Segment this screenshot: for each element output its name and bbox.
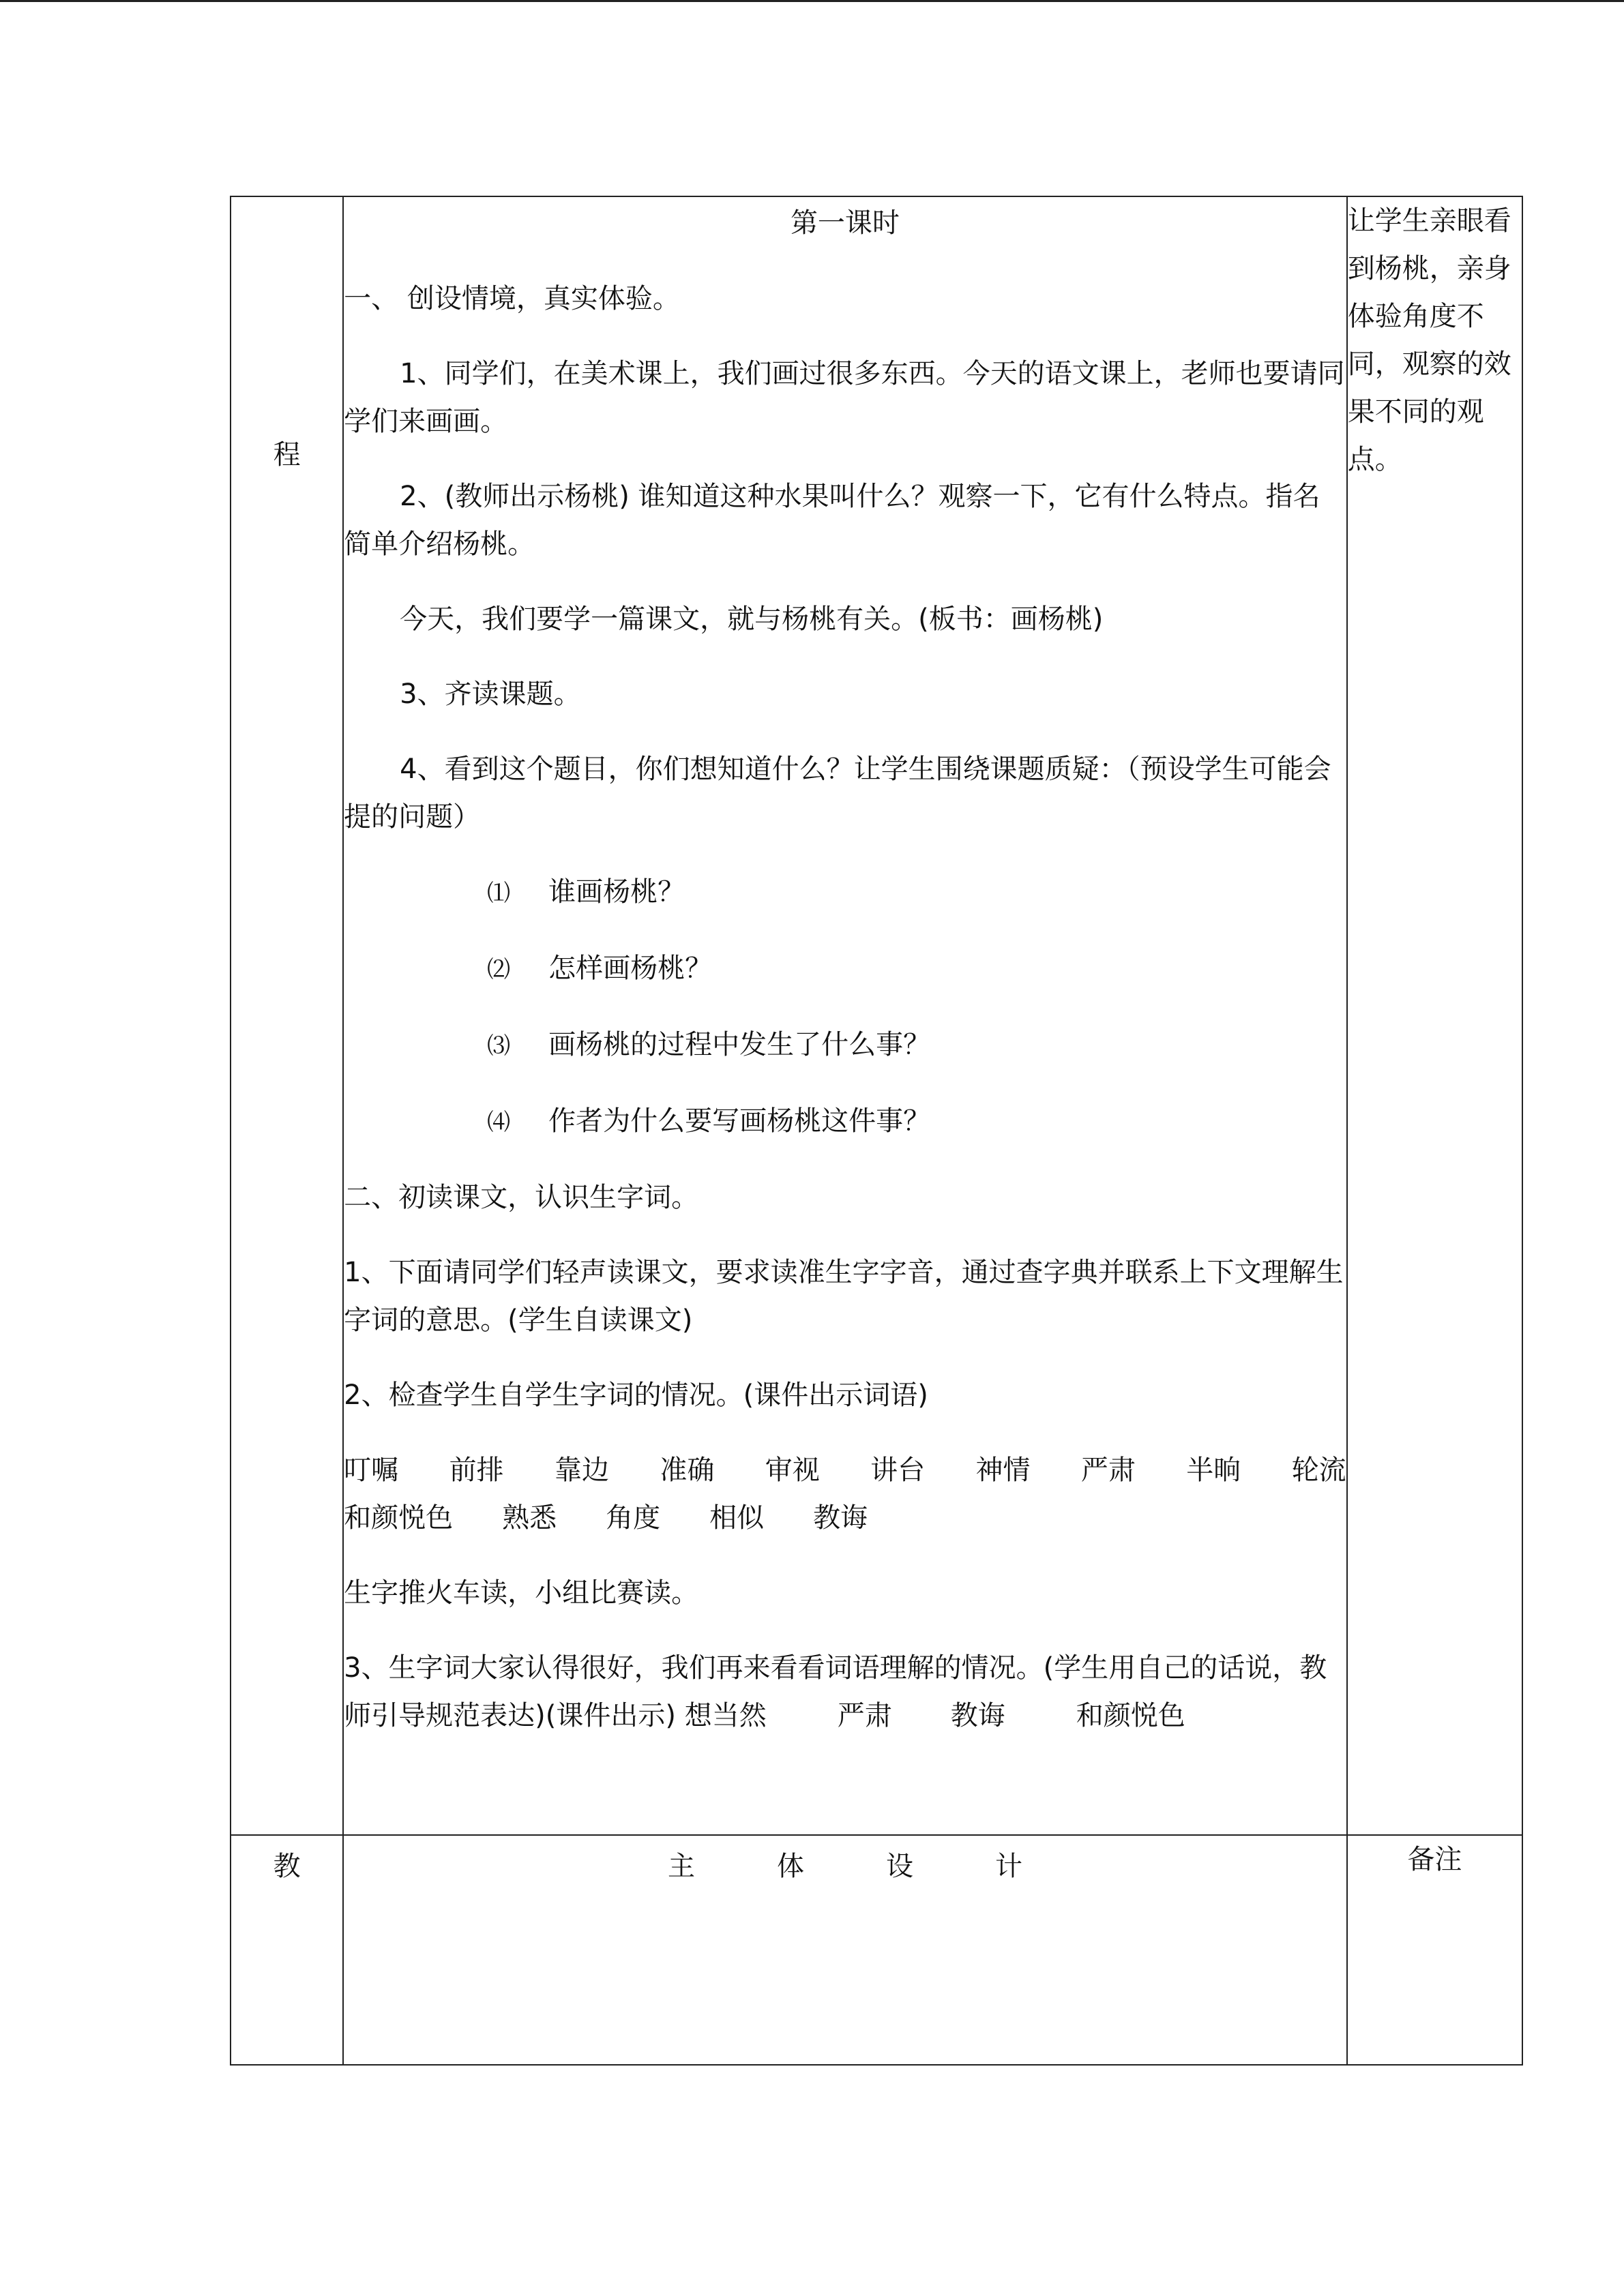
paragraph-8: 生字推火车读，小组比赛读。 [344, 1577, 699, 1609]
lesson-plan-table [230, 196, 1523, 2066]
remark-label: 备注 [1407, 1844, 1462, 1875]
vocab-word: 叮嘱 [344, 1455, 399, 1486]
question-text: 怎样画杨桃？ [548, 953, 713, 984]
vocab-word: 神情 [975, 1455, 1031, 1486]
vocab-word: 轮流 [1291, 1455, 1346, 1486]
process-row [231, 196, 1522, 1835]
paragraph-9-terms [685, 1700, 1185, 1731]
question-item [344, 944, 1346, 994]
note-cell [1347, 196, 1522, 1835]
paragraph-1: 1、同学们，在美术课上，我们画过很多东西。今天的语文课上，老师也要请同学们来画画。 [344, 358, 1345, 437]
vocab-word: 熟悉 [502, 1502, 557, 1534]
lesson-content-cell [343, 196, 1347, 1835]
header-char: 设 [885, 1851, 913, 1882]
paragraph-9-text: 3、生字词大家认得很好，我们再来看看词语理解的情况。(学生用自己的话说，教师引导规范表达)(课件出示) [344, 1652, 1327, 1731]
vocab-line-2 [344, 1494, 1346, 1542]
paragraph-6: 1、下面请同学们轻声读课文，要求读准生字字音，通过查字典并联系上下文理解生字词的意思。(学生自读课文) [344, 1257, 1344, 1336]
paragraph-2: 2、(教师出示杨桃) 谁知道这种水果叫什么？观察一下，它有什么特点。指名简单介绍杨桃。 [344, 481, 1320, 560]
vocab-line-1 [344, 1446, 1346, 1494]
paragraph-3: 今天，我们要学一篇课文，就与杨桃有关。(板书：画杨桃) [400, 603, 1104, 635]
paragraph-5: 4、看到这个题目，你们想知道什么？让学生围绕课题质疑：（预设学生可能会提的问题） [344, 754, 1331, 833]
vocab-word: 半晌 [1186, 1455, 1241, 1486]
vocab-word: 教诲 [813, 1502, 868, 1534]
vocab-word: 审视 [765, 1455, 820, 1486]
design-cell [343, 1835, 1347, 2065]
question-number: ⑷ [487, 1109, 511, 1136]
process-label: 程 [273, 439, 301, 471]
question-number: ⑶ [487, 1032, 511, 1060]
question-text: 作者为什么要写画杨桃这件事？ [548, 1105, 931, 1137]
question-number: ⑵ [487, 956, 511, 983]
vocab-word: 角度 [606, 1502, 661, 1534]
vocab-word: 靠边 [554, 1455, 609, 1486]
term: 严肃 [837, 1700, 892, 1731]
paragraph-9 [344, 1644, 1346, 1740]
question-item [344, 1097, 1346, 1146]
term: 想当然 [684, 1700, 767, 1731]
question-text: 谁画杨桃？ [548, 876, 685, 908]
vocab-word: 讲台 [870, 1455, 926, 1486]
teaching-note: 让学生亲眼看到杨桃，亲身体验角度不同，观察的效果不同的观点。 [1347, 205, 1511, 475]
lesson-title: 第一课时 [790, 207, 900, 239]
paragraph-7: 2、检查学生自学生字词的情况。(课件出示词语) [344, 1380, 928, 1411]
vocab-word: 相似 [709, 1502, 765, 1534]
section-heading-1: 一、 创设情境，真实体验。 [344, 283, 680, 314]
question-item [344, 1021, 1346, 1070]
design-row [231, 1835, 1522, 2065]
header-char: 计 [994, 1851, 1022, 1882]
remark-cell [1347, 1835, 1522, 2065]
vocab-word: 准确 [660, 1455, 715, 1486]
header-char: 体 [776, 1851, 804, 1882]
teach-label: 教 [273, 1851, 301, 1882]
section-heading-2: 二、初读课文，认识生字词。 [344, 1182, 699, 1213]
term: 教诲 [950, 1700, 1005, 1731]
question-item [344, 868, 1346, 917]
question-number: ⑴ [487, 880, 511, 907]
vocab-word: 前排 [449, 1455, 504, 1486]
vocab-word: 严肃 [1080, 1455, 1136, 1486]
top-border-line [0, 0, 1624, 2]
main-design-header [344, 1836, 1346, 1890]
paragraph-4: 3、齐读课题。 [400, 679, 581, 710]
term: 和颜悦色 [1076, 1700, 1185, 1731]
question-text: 画杨桃的过程中发生了什么事？ [548, 1029, 931, 1060]
left-bottom-cell [231, 1835, 343, 2065]
vocab-word: 和颜悦色 [344, 1502, 454, 1534]
header-char: 主 [667, 1851, 695, 1882]
left-label-cell [231, 196, 343, 1835]
